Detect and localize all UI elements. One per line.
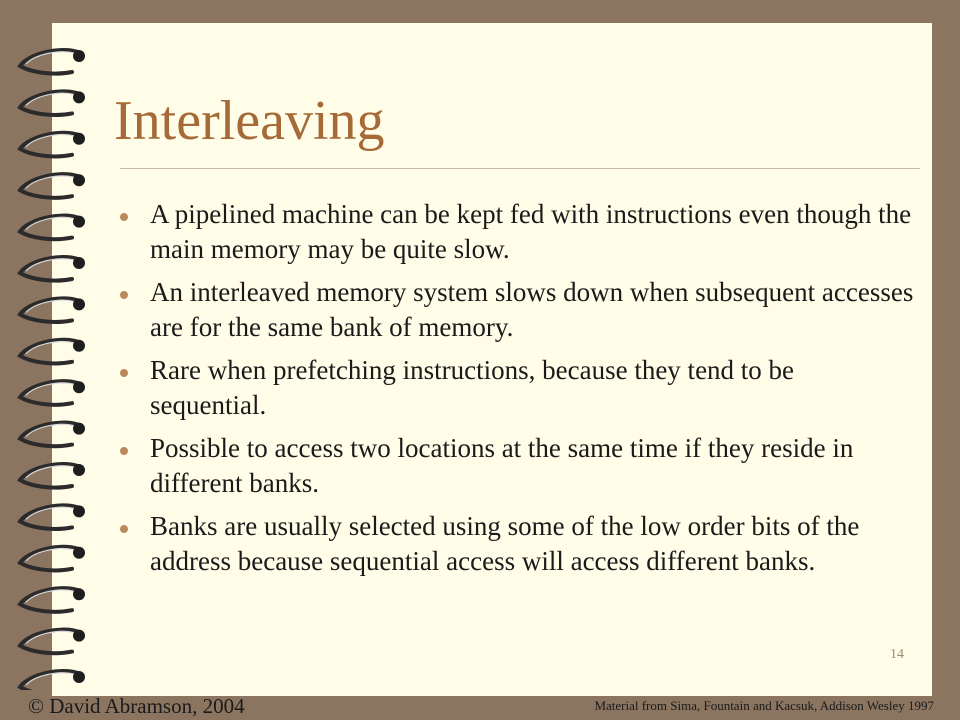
notebook-page [52, 23, 932, 696]
binding-hole [73, 588, 85, 600]
binding-hole [73, 671, 85, 683]
binding-hole [73, 216, 85, 228]
spiral-ring-highlight [26, 590, 74, 602]
bullet-item [114, 353, 914, 423]
bullet-item [114, 431, 914, 501]
binding-hole [73, 50, 85, 62]
spiral-ring-highlight [26, 466, 74, 478]
bullet-item [114, 197, 914, 267]
spiral-ring-highlight [26, 549, 74, 561]
title-divider [120, 168, 920, 169]
binding-hole [73, 505, 85, 517]
bullet-item [114, 275, 914, 345]
binding-hole [73, 464, 85, 476]
bullet-dot-icon [120, 447, 128, 455]
spiral-binding-icon [0, 0, 110, 690]
copyright-text: © David Abramson, 2004 [28, 694, 245, 718]
spiral-ring-highlight [26, 217, 74, 229]
binding-hole [73, 630, 85, 642]
bullet-item [114, 509, 914, 579]
spiral-ring-highlight [26, 673, 74, 685]
bullet-dot-icon [120, 213, 128, 221]
binding-hole [73, 298, 85, 310]
bullet-dot-icon [120, 525, 128, 533]
binding-hole [73, 423, 85, 435]
spiral-ring-highlight [26, 135, 74, 147]
binding-hole [73, 340, 85, 352]
spiral-ring-highlight [26, 93, 74, 105]
slide-title: Interleaving [114, 90, 385, 152]
bullet-text: A pipelined machine can be kept fed with instructions even though the main memory may be quite slow. [150, 199, 912, 264]
binding-hole [73, 91, 85, 103]
binding-hole [73, 257, 85, 269]
binding-hole [73, 547, 85, 559]
bullet-text: Rare when prefetching instructions, because they tend to be sequential. [150, 355, 795, 420]
spiral-ring-highlight [26, 342, 74, 354]
spiral-ring-highlight [26, 631, 74, 643]
spiral-ring-highlight [26, 52, 74, 64]
bullet-text: An interleaved memory system slows down when subsequent accesses are for the same bank of memory. [150, 277, 914, 342]
source-credit: Material from Sima, Fountain and Kacsuk, Addison Wesley 1997 [594, 698, 934, 713]
spiral-ring-highlight [26, 300, 74, 312]
bullet-dot-icon [120, 291, 128, 299]
spiral-ring-highlight [26, 176, 74, 188]
bullet-text: Banks are usually selected using some of the low order bits of the address because sequential access will access different banks. [150, 511, 860, 576]
spiral-ring-highlight [26, 383, 74, 395]
binding-hole [73, 174, 85, 186]
spiral-ring-highlight [26, 507, 74, 519]
bullet-list [114, 197, 914, 587]
binding-hole [73, 381, 85, 393]
bullet-text: Possible to access two locations at the same time if they reside in different banks. [150, 433, 854, 498]
bullet-dot-icon [120, 369, 128, 377]
binding-hole [73, 133, 85, 145]
spiral-ring-highlight [26, 259, 74, 271]
page-number: 14 [890, 647, 904, 662]
spiral-ring-highlight [26, 424, 74, 436]
